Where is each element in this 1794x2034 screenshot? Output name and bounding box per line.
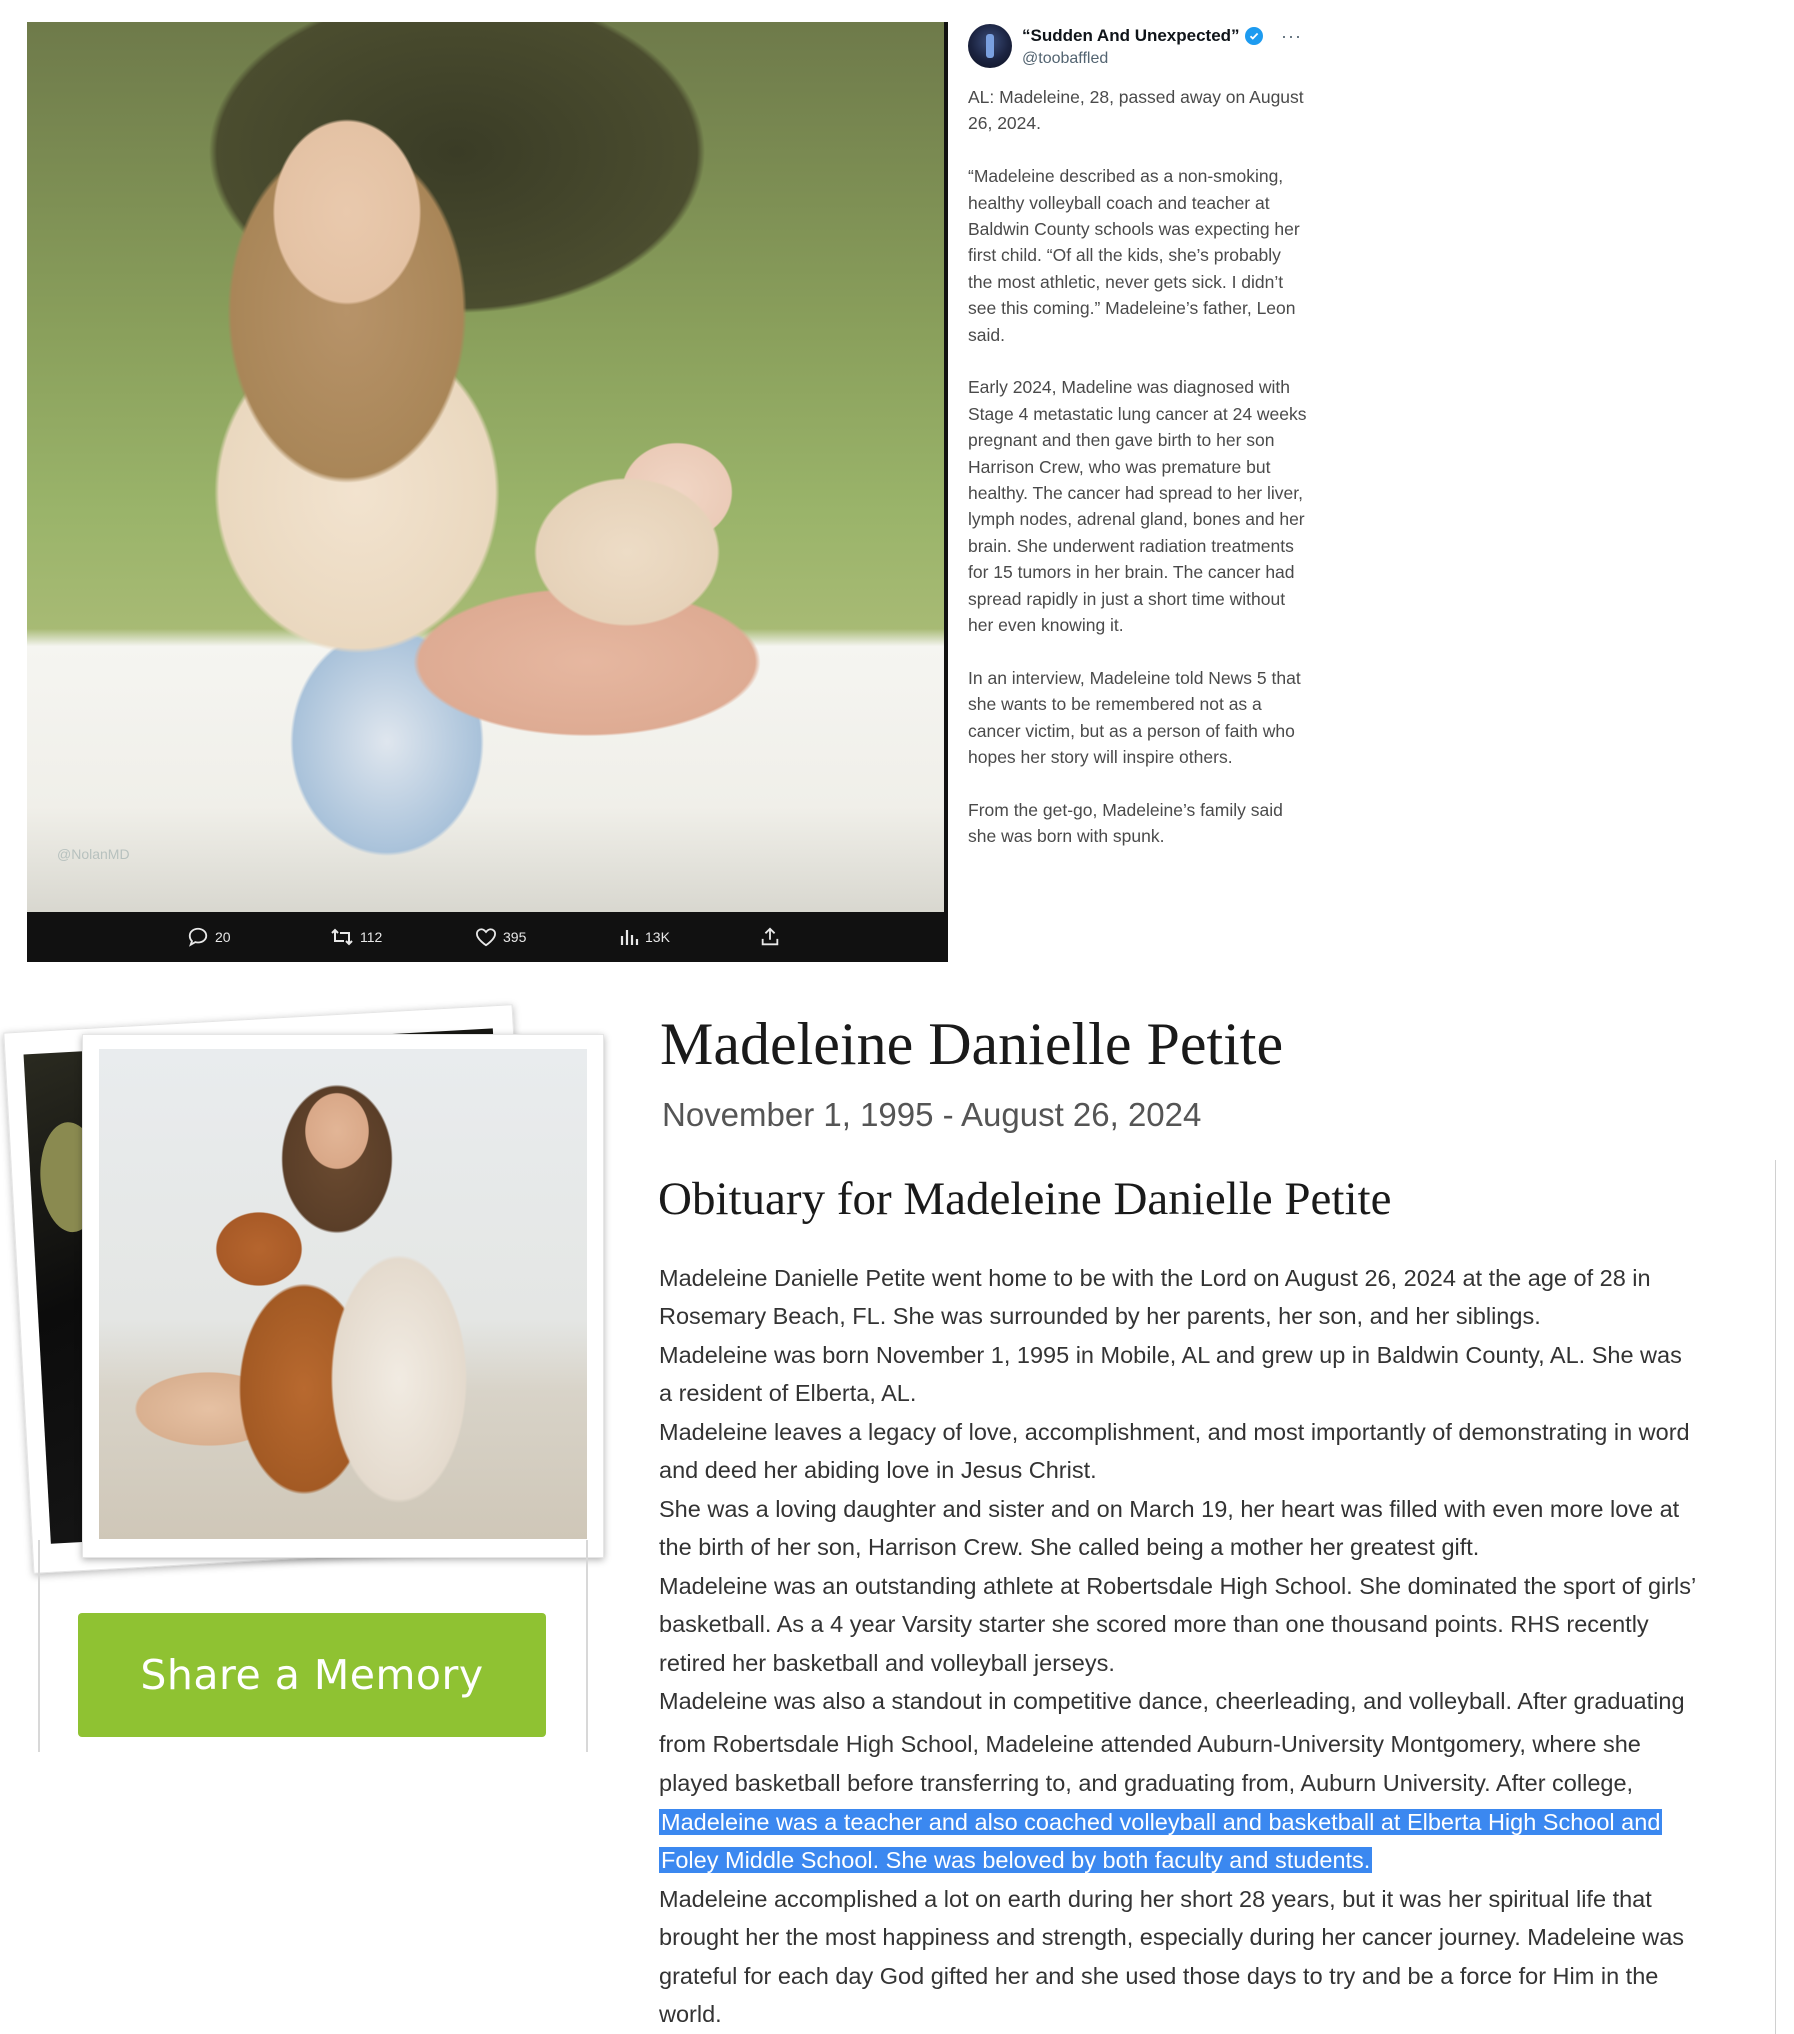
selected-text: Madeleine was a teacher and also coached volleyball and basketball at Elberta High School and (661, 1809, 1661, 1835)
obituary-line: Madeleine leaves a legacy of love, accomplishment, and most importantly of demonstrating in word (659, 1419, 1690, 1445)
reply-button[interactable] (187, 912, 231, 962)
tweet-paragraph: From the get-go, Madeleine’s family said she was born with spunk. (968, 799, 1283, 847)
repost-icon (330, 926, 354, 948)
content-rule-right (1775, 1160, 1776, 2034)
obituary-line-selected[interactable] (659, 1806, 1662, 1838)
heart-icon (475, 927, 497, 947)
obituary-line: played basketball before transferring to, and graduating from, Auburn University. After college, (659, 1770, 1634, 1796)
tweet-paragraph: In an interview, Madeleine told News 5 that she wants to be remembered not as a cancer victim, but as a person of faith who hopes her story will inspire others. (968, 667, 1301, 768)
tweet-body (968, 84, 1308, 876)
obituary-line: a resident of Elberta, AL. (659, 1380, 917, 1406)
tweet-paragraph: AL: Madeleine, 28, passed away on August 26, 2024. (968, 87, 1304, 134)
obituary-photo-woman-with-dog[interactable] (99, 1049, 587, 1539)
obituary-line: basketball. As a 4 year Varsity starter she scored more than one thousand points. RHS recently (659, 1611, 1649, 1637)
obituary-line: from Robertsdale High School, Madeleine attended Auburn-University Montgomery, where she (659, 1731, 1641, 1757)
obituary-line: Madeleine was born November 1, 1995 in Mobile, AL and grew up in Baldwin County, AL. She was (659, 1342, 1682, 1368)
repost-count: 112 (360, 929, 383, 945)
selected-text: Foley Middle School. She was beloved by both faculty and students. (661, 1847, 1371, 1873)
reply-icon (187, 926, 209, 948)
more-options-icon[interactable]: ··· (1281, 26, 1302, 46)
share-post-button[interactable] (759, 912, 781, 962)
obituary-line: the birth of her son, Harrison Crew. She called being a mother her greatest gift. (659, 1534, 1480, 1560)
deceased-name: Madeleine Danielle Petite (660, 1011, 1284, 1077)
views-chart-icon (619, 927, 639, 947)
share-a-memory-button[interactable]: Share a Memory (78, 1613, 546, 1737)
photo-credit: @NolanMD (57, 846, 130, 862)
post-divider (944, 22, 948, 962)
obituary-line: and deed her abiding love in Jesus Christ. (659, 1457, 1097, 1483)
reply-count: 20 (215, 929, 231, 945)
verified-badge-icon (1245, 27, 1263, 45)
sidebar-rule-left (38, 1540, 40, 1752)
post-photo-mother-and-baby[interactable] (27, 22, 944, 914)
obituary-line: Madeleine Danielle Petite went home to be with the Lord on August 26, 2024 at the age of 28 in (659, 1265, 1651, 1291)
obituary-line: Rosemary Beach, FL. She was surrounded by her parents, her son, and her siblings. (659, 1303, 1541, 1329)
obituary-line-selected[interactable] (659, 1844, 1372, 1876)
sidebar-rule-right (586, 1540, 588, 1752)
obituary-line: brought her the most happiness and strength, especially during her cancer journey. Madeleine was (659, 1924, 1685, 1950)
avatar[interactable] (968, 24, 1012, 68)
views-button[interactable] (619, 912, 670, 962)
obituary-heading: Obituary for Madeleine Danielle Petite (658, 1173, 1392, 1225)
photo-frame-front (82, 1034, 604, 1558)
tweet-author[interactable] (1022, 26, 1263, 46)
obituary-line: Madeleine was also a standout in competitive dance, cheerleading, and volleyball. After graduating (659, 1688, 1685, 1714)
obituary-line: world. (659, 2001, 722, 2027)
obituary-line: Madeleine was an outstanding athlete at Robertsdale High School. She dominated the sport of girls’ (659, 1573, 1697, 1599)
obituary-line: retired her basketball and volleyball jerseys. (659, 1650, 1115, 1676)
display-name: “Sudden And Unexpected” (1022, 26, 1240, 45)
views-count: 13K (645, 929, 670, 945)
post-action-bar (27, 912, 944, 962)
like-count: 395 (503, 929, 527, 945)
like-button[interactable] (475, 912, 526, 962)
repost-button[interactable] (330, 912, 382, 962)
obituary-line: grateful for each day God gifted her and she used those days to try and be a force for Him in the (659, 1963, 1659, 1989)
obituary-line: She was a loving daughter and sister and on March 19, her heart was filled with even more love at (659, 1496, 1680, 1522)
obituary-line: Madeleine accomplished a lot on earth during her short 28 years, but it was her spiritual life that (659, 1886, 1652, 1912)
life-dates: November 1, 1995 - August 26, 2024 (662, 1096, 1202, 1133)
share-icon (759, 926, 781, 948)
tweet-handle[interactable]: @toobaffled (1022, 50, 1109, 67)
tweet-paragraph: Early 2024, Madeline was diagnosed with Stage 4 metastatic lung cancer at 24 weeks pregnant and then gave birth to her son Harrison Crew, who was premature but healthy. The cancer had spread to her liver, lymph nodes, adrenal gland, bones and her brain. She underwent radiation treatments for 15 tumors in her brain. The cancer had spread rapidly in just a short time without her even knowing it. (968, 377, 1307, 636)
tweet-paragraph: “Madeleine described as a non-smoking, healthy volleyball coach and teacher at Baldwin County schools was expecting her first child. “Of all the kids, she’s probably the most athletic, never gets sick. I didn’t see this coming.” Madeleine’s father, Leon said. (968, 166, 1300, 345)
